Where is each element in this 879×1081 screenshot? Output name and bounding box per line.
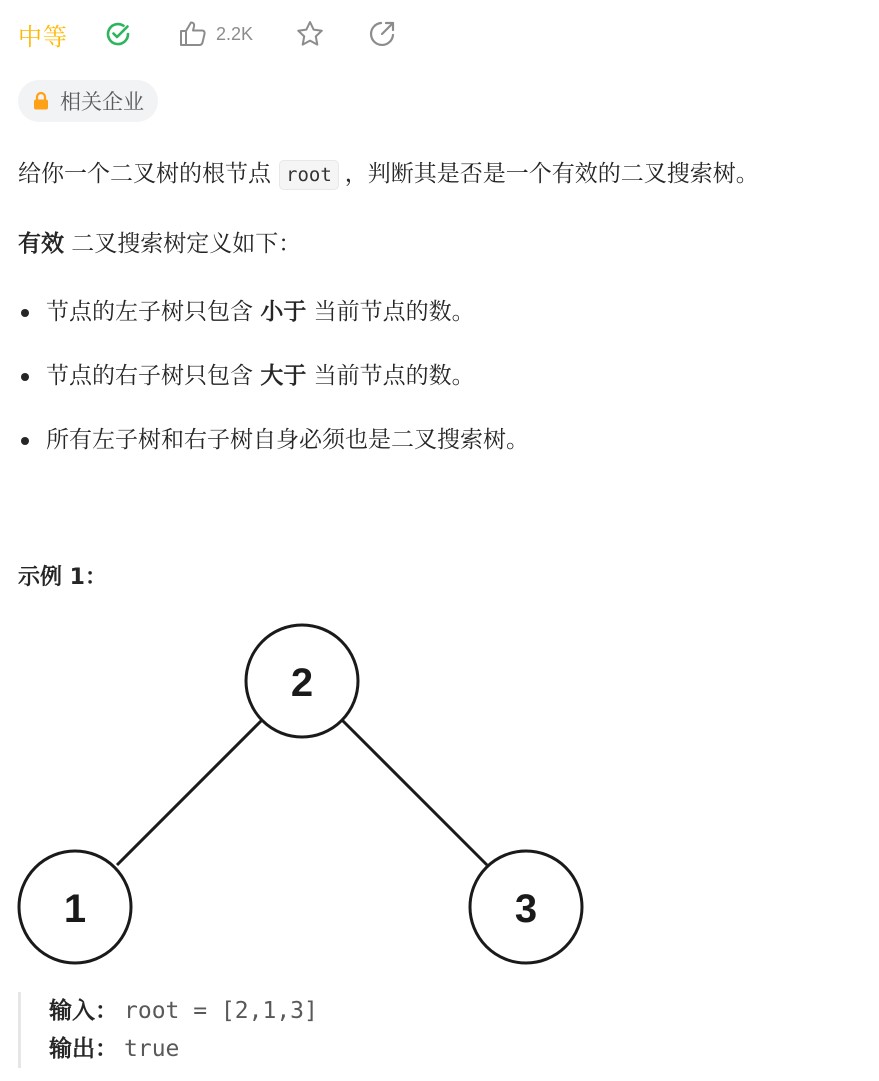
binary-tree-diagram <box>0 615 600 970</box>
input-value: root = [2,1,3] <box>124 998 318 1024</box>
rule-text: 节点的右子树只包含 <box>46 363 261 389</box>
list-item <box>18 359 529 423</box>
definition-bold: 有效 <box>18 231 64 257</box>
output-label: 输出： <box>49 1036 118 1062</box>
tree-node-root-label: 2 <box>290 661 314 705</box>
definition-heading <box>18 227 301 261</box>
tree-node-right-label: 3 <box>514 887 538 931</box>
rule-text: 所有左子树和右子树自身必须也是二叉搜索树。 <box>46 427 529 453</box>
check-circle-icon <box>104 20 132 48</box>
related-companies-tag[interactable] <box>18 80 158 122</box>
rule-bold: 大于 <box>260 363 307 389</box>
input-label: 输入： <box>49 998 118 1024</box>
rule-text-end: 当前节点的数。 <box>306 299 475 325</box>
related-companies-label: 相关企业 <box>60 90 144 114</box>
share-icon[interactable] <box>367 19 397 49</box>
rule-text-end: 当前节点的数。 <box>306 363 475 389</box>
lock-icon <box>32 91 50 111</box>
problem-toolbar <box>18 14 397 54</box>
inline-code-root: root <box>279 160 339 190</box>
star-icon[interactable] <box>295 19 325 49</box>
output-value: true <box>124 1036 180 1062</box>
tree-edge-right <box>342 720 487 865</box>
list-item <box>18 423 529 487</box>
example-input <box>49 992 318 1030</box>
thumbs-up-icon <box>178 19 208 49</box>
difficulty-badge: 中等 <box>18 22 68 51</box>
problem-intro <box>18 157 759 192</box>
list-item <box>18 295 529 359</box>
example-title: 示例 1： <box>18 565 107 590</box>
example-output <box>49 1030 318 1068</box>
tree-edge-left <box>117 720 262 865</box>
intro-text-after: ，判断其是否是一个有效的二叉搜索树。 <box>344 161 759 187</box>
intro-text-before: 给你一个二叉树的根节点 <box>18 161 271 187</box>
like-count: 2.2K <box>216 23 254 44</box>
rule-text: 节点的左子树只包含 <box>46 299 261 325</box>
example-io-block <box>18 992 318 1068</box>
rule-bold: 小于 <box>260 299 307 325</box>
definition-rest: 二叉搜索树定义如下： <box>64 231 302 257</box>
tree-node-left-label: 1 <box>63 887 87 931</box>
like-button[interactable] <box>178 19 253 49</box>
bst-rules-list <box>18 295 529 487</box>
